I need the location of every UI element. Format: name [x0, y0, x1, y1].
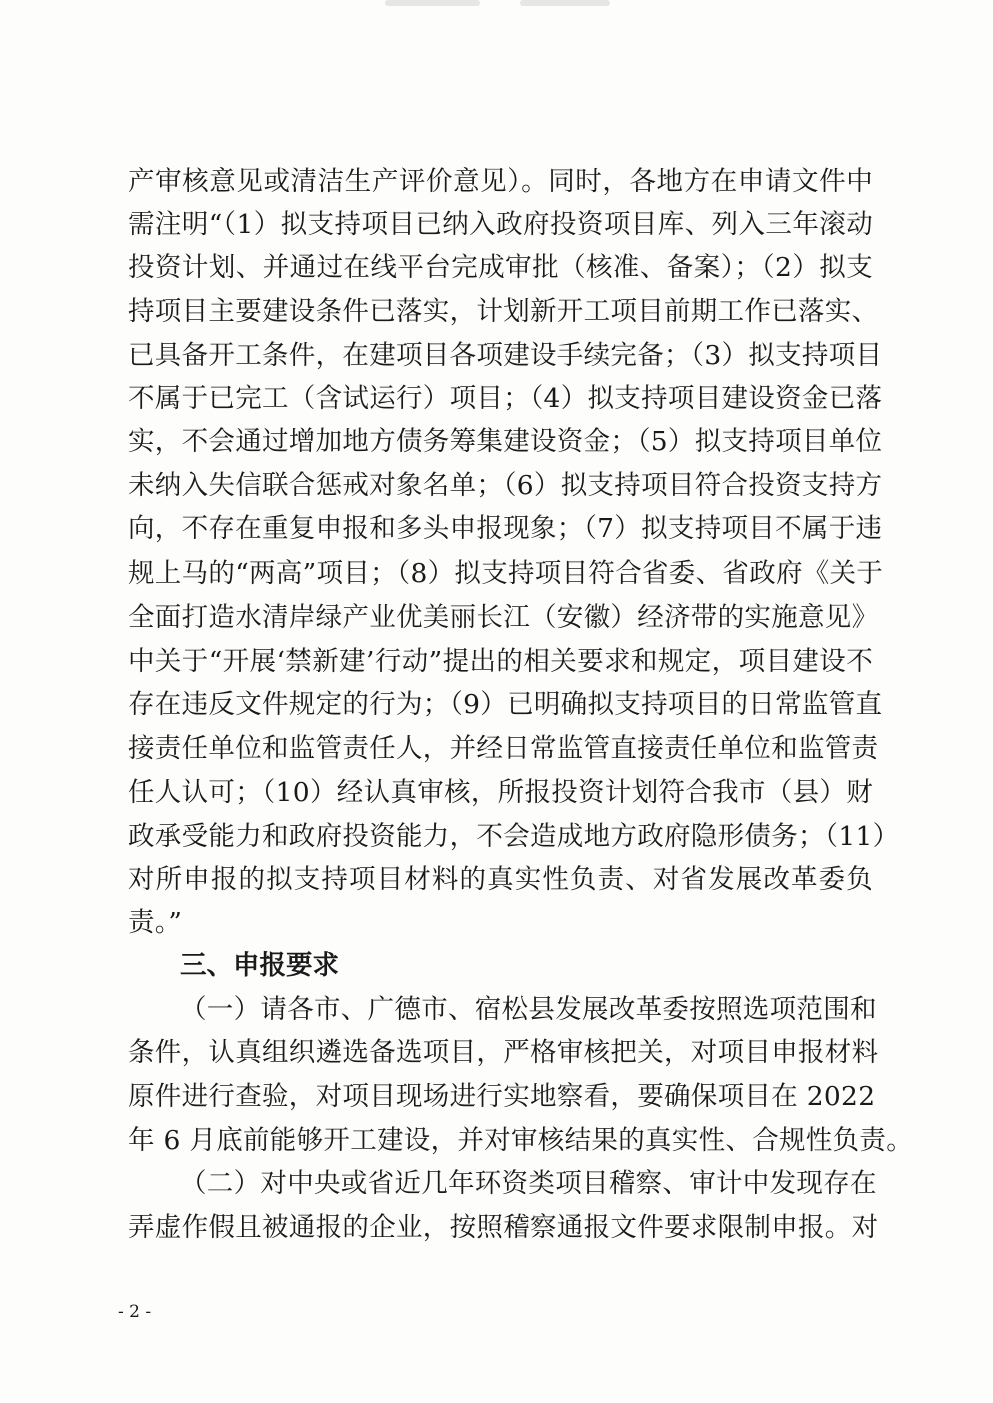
- text-line: 中关于“开展‘禁新建’行动”提出的相关要求和规定，项目建设不: [128, 646, 873, 677]
- text-line: 责。”: [128, 907, 183, 938]
- text-line: （二）对中央或省近几年环资类项目稽察、审计中发现存在: [180, 1168, 877, 1199]
- text-line: 存在违反文件规定的行为；（9）已明确拟支持项目的日常监管直: [128, 689, 883, 720]
- text-line: 规上马的“两高”项目；（8）拟支持项目符合省委、省政府《关于: [128, 558, 884, 589]
- text-line: 向，不存在重复申报和多头申报现象；（7）拟支持项目不属于违: [128, 513, 883, 544]
- text-line: 需注明“（1）拟支持项目已纳入政府投资项目库、列入三年滚动: [128, 209, 873, 240]
- text-line: 已具备开工条件，在建项目各项建设手续完备；（3）拟支持项目: [128, 340, 883, 371]
- text-line: 条件，认真组织遴选备选项目，严格审核把关，对项目申报材料: [128, 1037, 879, 1068]
- text-line: 接责任单位和监管责任人，并经日常监管直接责任单位和监管责: [128, 733, 879, 764]
- text-line: 实，不会通过增加地方债务筹集建设资金；（5）拟支持项目单位: [128, 426, 883, 457]
- text-line: 政承受能力和政府投资能力，不会造成地方政府隐形债务；（11）: [128, 821, 900, 852]
- text-line: 对所申报的拟支持项目材料的真实性负责、对省发展改革委负: [128, 864, 873, 895]
- text-line: 投资计划、并通过在线平台完成审批（核准、备案）；（2）拟支: [128, 252, 873, 283]
- text-line: 任人认可；（10）经认真审核，所报投资计划符合我市（县）财: [128, 777, 873, 808]
- text-line: 原件进行查验，对项目现场进行实地察看，要确保项目在 2022: [128, 1081, 876, 1112]
- text-line: 不属于已完工（含试运行）项目；（4）拟支持项目建设资金已落: [128, 383, 883, 414]
- text-line: 弄虚作假且被通报的企业，按照稽察通报文件要求限制申报。对: [128, 1212, 879, 1243]
- text-line: 产审核意见或清洁生产评价意见）。同时，各地方在申请文件中: [128, 166, 873, 197]
- text-line: 年 6 月底前能够开工建设，并对审核结果的真实性、合规性负责。: [128, 1125, 914, 1156]
- text-line: 全面打造水清岸绿产业优美丽长江（安徽）经济带的实施意见》: [128, 602, 879, 633]
- scan-artifact: [520, 0, 610, 6]
- text-line: （一）请各市、广德市、宿松县发展改革委按照选项范围和: [180, 994, 877, 1025]
- scan-artifact: [385, 0, 480, 6]
- section-heading: 三、申报要求: [180, 950, 339, 981]
- text-line: 未纳入失信联合惩戒对象名单；（6）拟支持项目符合投资支持方: [128, 470, 883, 501]
- page-number: - 2 -: [118, 1302, 152, 1322]
- text-line: 持项目主要建设条件已落实，计划新开工项目前期工作已落实、: [128, 296, 879, 327]
